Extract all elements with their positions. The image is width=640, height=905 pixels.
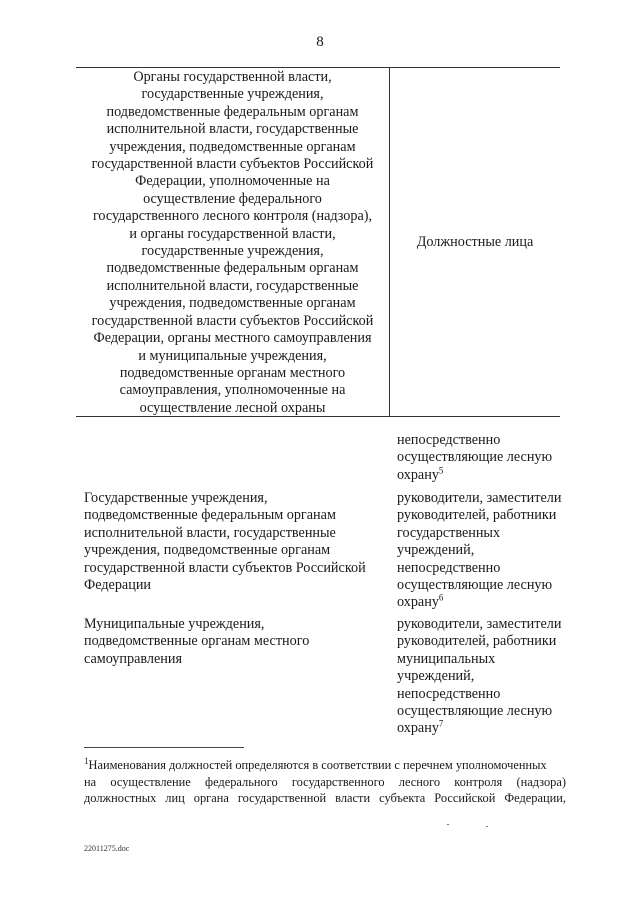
page-number: 8 [316, 34, 324, 50]
row-2-right-line: руководителей, работники [397, 507, 557, 524]
header-left-line: Органы государственной власти, [133, 69, 332, 85]
row-2-left-cell [84, 490, 384, 594]
footnote [84, 757, 566, 807]
header-left-line: учреждения, подведомственные органам [109, 138, 356, 155]
footnote-ref: 6 [438, 592, 444, 603]
header-table [76, 67, 560, 417]
row-1-right-cell [397, 432, 567, 484]
row-3-right-cell [397, 616, 567, 738]
row-2-left-line: подведомственные федеральным органам [84, 507, 336, 524]
row-2-left-line: учреждения, подведомственные органам [84, 542, 331, 559]
header-left-line: государственные учреждения, [141, 86, 324, 103]
header-left-line: государственной власти субъектов Российской [91, 312, 374, 329]
footnote-marker: 1 [84, 755, 89, 766]
header-left-cell [76, 69, 389, 417]
header-left-line: подведомственные федеральным органам [106, 260, 359, 277]
header-left-line: исполнительной власти, государственные [106, 277, 359, 294]
row-2-right-line: непосредственно [397, 559, 501, 576]
footnote-line: должностных лиц органа государственной власти субъекта Российской Федерации, [84, 791, 566, 806]
row-2-left-line: Государственные учреждения, [84, 490, 268, 506]
header-left-line: государственного лесного контроля (надзора), [92, 208, 373, 225]
row-3-right-line: муниципальных [397, 650, 496, 667]
header-left-line: осуществление федерального [143, 190, 322, 207]
row-2-right-line: охрану$^6$ [397, 592, 444, 611]
row-3-right-line: осуществляющие лесную [397, 703, 553, 720]
row-3-right-line: непосредственно [397, 685, 501, 702]
document-code: 22011275.doc [84, 844, 130, 853]
row-3-right-line: руководители, заместители [397, 616, 562, 632]
row-3-right-line: охрану$^7$ [397, 718, 444, 737]
header-left-line: исполнительной власти, государственные [106, 121, 359, 138]
header-left-line: самоуправления, уполномоченные на [119, 382, 346, 399]
footnote-line: на осуществление федерального государственного лесного контроля (надзора) [84, 774, 566, 789]
row-3-left-line: Муниципальные учреждения, [84, 616, 265, 632]
row-3-right-line: учреждений, [397, 668, 475, 685]
row-3-left-line: подведомственные органам местного [84, 633, 310, 650]
header-left-line: подведомственные органам местного [119, 364, 346, 381]
footnote-separator [84, 747, 244, 748]
header-left-line: государственные учреждения, [141, 243, 324, 260]
row-3-right-line: руководителей, работники [397, 633, 557, 650]
footnote-ref: 5 [438, 465, 444, 476]
header-left-line: Федерации, уполномоченные на [135, 173, 330, 190]
row-2-right-line: руководители, заместители [397, 490, 562, 506]
row-3-left-line: самоуправления [84, 650, 182, 667]
row-1-right-line: охрану$^5$ [397, 465, 444, 483]
row-2-left-line: исполнительной власти, государственные [84, 524, 336, 541]
scan-speck [447, 824, 449, 825]
row-2-left-line: государственной власти субъектов Российской [84, 559, 366, 576]
row-2-right-line: государственных [397, 524, 501, 541]
row-2-left-line: Федерации [84, 577, 152, 594]
header-left-line: и муниципальные учреждения, [138, 347, 327, 364]
footnote-ref: 7 [438, 718, 444, 729]
row-3-left-cell [84, 616, 384, 668]
header-left-line: и органы государственной власти, [129, 225, 336, 242]
header-left-line: подведомственные федеральным органам [106, 103, 359, 120]
scan-speck [486, 826, 488, 827]
header-right-cell: Должностные лица [416, 234, 534, 250]
row-1-right-line: осуществляющие лесную [397, 449, 553, 466]
header-left-line: Федерации, органы местного самоуправления [93, 330, 372, 347]
row-2-right-line: осуществляющие лесную [397, 577, 553, 594]
header-left-line: осуществление лесной охраны [139, 399, 326, 416]
footnote-line: $^1$Наименования должностей определяются в соответствии с перечнем уполномоченных [84, 755, 547, 772]
header-left-line: государственной власти субъектов Российской [91, 156, 374, 173]
header-left-line: учреждения, подведомственные органам [109, 295, 356, 312]
row-2-right-cell [397, 490, 567, 612]
row-1-right-line: непосредственно [397, 432, 501, 448]
row-2-right-line: учреждений, [397, 542, 475, 559]
